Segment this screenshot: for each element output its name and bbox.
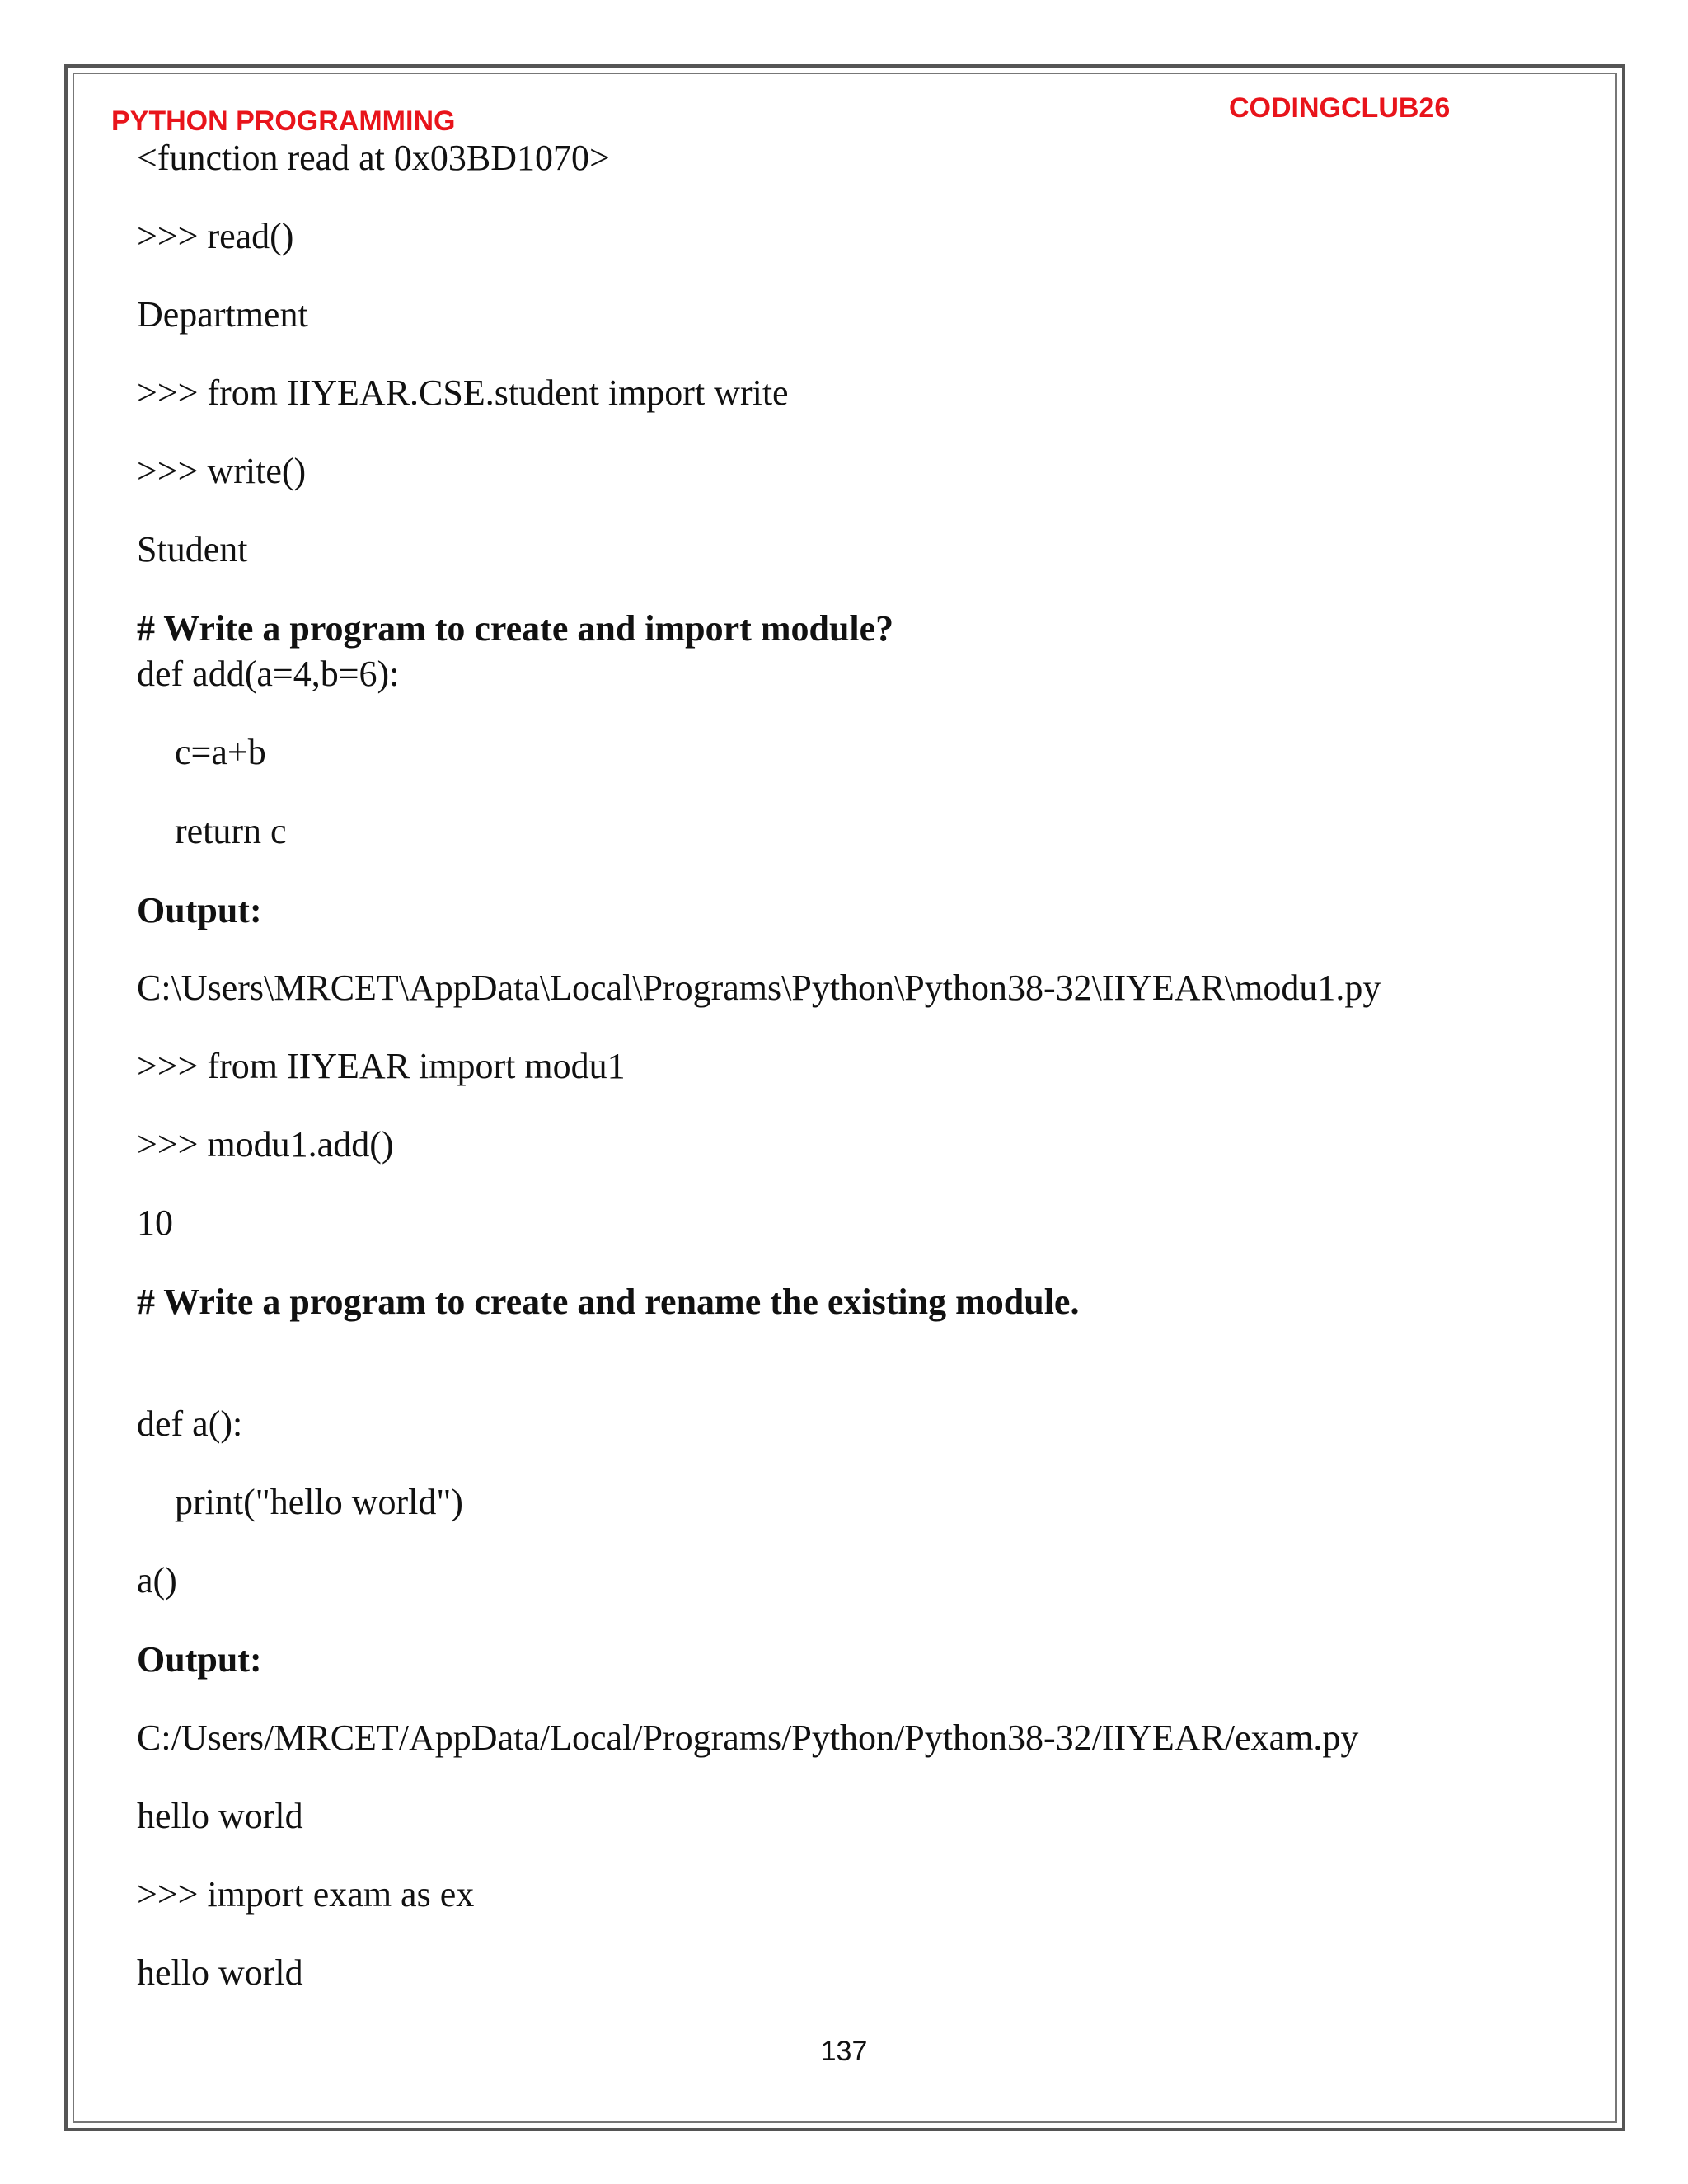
output-line: hello world [137, 1952, 303, 1993]
section-heading: # Write a program to create and import module? [137, 608, 894, 649]
output-heading: Output: [137, 890, 262, 930]
output-line: Department [137, 294, 308, 335]
code-line: def a(): [137, 1404, 243, 1444]
code-line: >>> import exam as ex [137, 1874, 475, 1915]
code-line: >>> read() [137, 216, 294, 256]
output-line: C:/Users/MRCET/AppData/Local/Programs/Python/Python38-32/IIYEAR/exam.py [137, 1718, 1359, 1758]
output-line: hello world [137, 1796, 303, 1836]
output-line: C:\Users\MRCET\AppData\Local\Programs\Python\Python38-32\IIYEAR\modu1.py [137, 968, 1381, 1008]
page-number: 137 [820, 2036, 868, 2067]
code-line: return c [175, 811, 287, 851]
code-line: a() [137, 1560, 177, 1601]
code-line: >>> modu1.add() [137, 1124, 394, 1165]
code-line: <function read at 0x03BD1070> [137, 138, 610, 178]
output-line: Student [137, 529, 248, 569]
code-line: >>> from IIYEAR.CSE.student import write [137, 373, 789, 413]
header-club: CODINGCLUB26 [1229, 92, 1451, 124]
output-line: 10 [137, 1202, 173, 1243]
code-line: def add(a=4,b=6): [137, 654, 400, 694]
code-line: c=a+b [175, 732, 266, 772]
output-heading: Output: [137, 1639, 262, 1680]
code-line: print("hello world") [175, 1482, 463, 1522]
header-subject: PYTHON PROGRAMMING [111, 105, 456, 137]
code-line: >>> from IIYEAR import modu1 [137, 1046, 626, 1086]
section-heading: # Write a program to create and rename the existing module. [137, 1282, 1080, 1322]
code-line: >>> write() [137, 451, 307, 491]
